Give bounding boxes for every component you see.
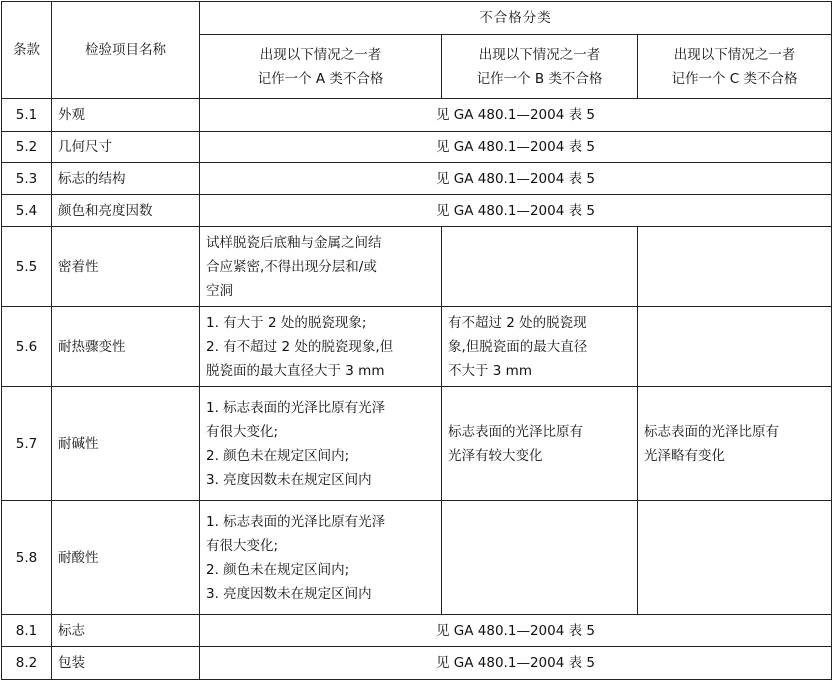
- item-name-cell: 颜色和亮度因数: [52, 195, 200, 227]
- reference-cell: 见 GA 480.1—2004 表 5: [200, 647, 832, 680]
- class-a-header: 出现以下情况之一者 记作一个 A 类不合格: [200, 35, 442, 99]
- nonconformity-category-header: 不合格分类: [200, 2, 832, 35]
- table-row: [2, 307, 832, 387]
- class-a-cell: 1. 有大于 2 处的脱瓷现象; 2. 有不超过 2 处的脱瓷现象,但 脱瓷面的最大直径大于 3 mm: [200, 307, 442, 387]
- class-c-cell: 标志表面的光泽比原有 光泽略有变化: [638, 387, 832, 501]
- class-b-cell: [442, 501, 638, 615]
- class-a-cell: 试样脱瓷后底釉与金属之间结 合应紧密,不得出现分层和/或 空洞: [200, 227, 442, 307]
- clause-cell: 5.6: [2, 307, 52, 387]
- clause-cell: 5.2: [2, 132, 52, 163]
- item-name-cell: 几何尺寸: [52, 132, 200, 163]
- class-c-cell: [638, 307, 832, 387]
- item-name-cell: 耐碱性: [52, 387, 200, 501]
- item-name-header: 检验项目名称: [52, 2, 200, 99]
- table-row: [2, 99, 832, 132]
- item-name-cell: 密着性: [52, 227, 200, 307]
- clause-cell: 5.8: [2, 501, 52, 615]
- class-b-cell: 有不超过 2 处的脱瓷现 象,但脱瓷面的最大直径 不大于 3 mm: [442, 307, 638, 387]
- table-row: [2, 163, 832, 195]
- item-name-cell: 标志: [52, 615, 200, 647]
- clause-cell: 8.2: [2, 647, 52, 680]
- clause-cell: 5.1: [2, 99, 52, 132]
- class-b-cell: [442, 227, 638, 307]
- class-c-header: 出现以下情况之一者 记作一个 C 类不合格: [638, 35, 832, 99]
- reference-cell: 见 GA 480.1—2004 表 5: [200, 163, 832, 195]
- item-name-cell: 耐热骤变性: [52, 307, 200, 387]
- class-c-cell: [638, 501, 832, 615]
- table-row: [2, 501, 832, 615]
- table-row: [2, 387, 832, 501]
- item-name-cell: 耐酸性: [52, 501, 200, 615]
- clause-cell: 5.3: [2, 163, 52, 195]
- table-header-row: [2, 2, 832, 35]
- table-row: [2, 615, 832, 647]
- class-a-cell: 1. 标志表面的光泽比原有光泽 有很大变化; 2. 颜色未在规定区间内; 3. 亮度因数未在规定区间内: [200, 387, 442, 501]
- reference-cell: 见 GA 480.1—2004 表 5: [200, 195, 832, 227]
- item-name-cell: 包装: [52, 647, 200, 680]
- clause-cell: 8.1: [2, 615, 52, 647]
- table-row: [2, 647, 832, 680]
- class-b-header: 出现以下情况之一者 记作一个 B 类不合格: [442, 35, 638, 99]
- class-a-cell: 1. 标志表面的光泽比原有光泽 有很大变化; 2. 颜色未在规定区间内; 3. 亮度因数未在规定区间内: [200, 501, 442, 615]
- clause-cell: 5.7: [2, 387, 52, 501]
- reference-cell: 见 GA 480.1—2004 表 5: [200, 132, 832, 163]
- clause-cell: 5.4: [2, 195, 52, 227]
- class-b-cell: 标志表面的光泽比原有 光泽有较大变化: [442, 387, 638, 501]
- class-c-cell: [638, 227, 832, 307]
- table-row: [2, 227, 832, 307]
- item-name-cell: 外观: [52, 99, 200, 132]
- clause-header: 条款: [2, 2, 52, 99]
- table-row: [2, 132, 832, 163]
- item-name-cell: 标志的结构: [52, 163, 200, 195]
- table-row: [2, 195, 832, 227]
- inspection-classification-table: [1, 1, 832, 680]
- reference-cell: 见 GA 480.1—2004 表 5: [200, 99, 832, 132]
- clause-cell: 5.5: [2, 227, 52, 307]
- reference-cell: 见 GA 480.1—2004 表 5: [200, 615, 832, 647]
